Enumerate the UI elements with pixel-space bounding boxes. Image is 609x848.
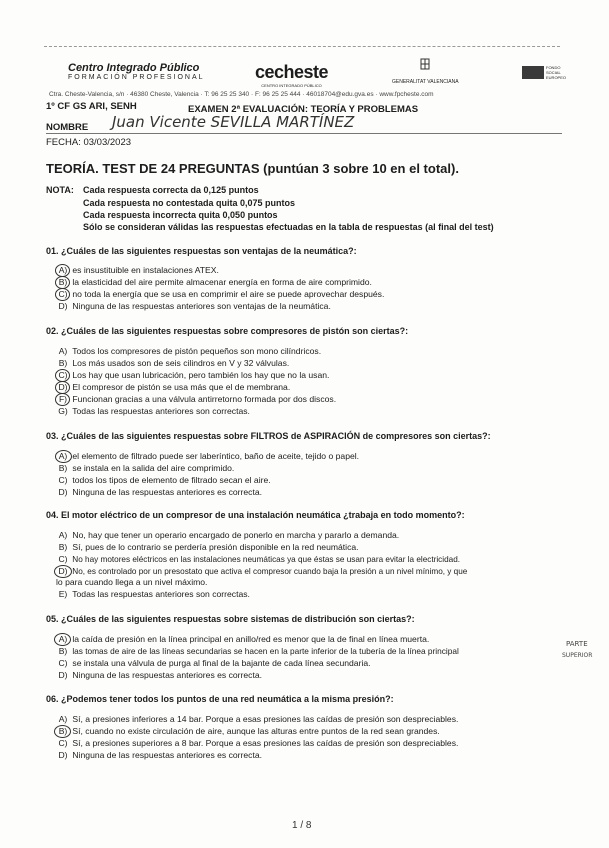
exam-label: EXAMEN 2ª EVALUACIÓN: TEORÍA Y PROBLEMAS: [188, 104, 419, 115]
student-name-handwritten: Juan Vicente SEVILLA MARTÍNEZ: [112, 113, 355, 131]
gva-emblem-icon: [415, 58, 435, 74]
fse-label: FONDO SOCIAL EUROPEO: [546, 65, 567, 80]
option-b[interactable]: B) la elasticidad del aire permite almacenar energía en forma de aire comprimido.: [58, 277, 372, 287]
option-c[interactable]: C) Sí, a presiones superiores a 8 bar. Porque a esas presiones las caídas de presión son despreciables.: [58, 738, 459, 748]
page-number: 1 / 8: [292, 820, 312, 831]
pen-circle-mark: [54, 725, 71, 738]
test-title: TEORÍA. TEST DE 24 PREGUNTAS (puntúan 3 sobre 10 en el total).: [46, 161, 459, 176]
option-c[interactable]: C) no toda la energía que se usa en comprimir el aire se puede aprovechar después.: [58, 289, 385, 299]
option-b[interactable]: B) se instala en la salida del aire comprimido.: [58, 463, 235, 473]
option-d[interactable]: D) Ninguna de las respuestas anteriores es correcta.: [58, 487, 263, 497]
question-text: 01. ¿Cuáles de las siguientes respuestas son ventajas de la neumática?:: [46, 246, 357, 256]
pen-circle-mark: [54, 633, 71, 646]
center-address: Ctra. Cheste-Valencia, s/n · 46380 Cheste, Valencia · T: 96 25 25 340 · F: 96 25 25 444 · 46018704@edu.gva.es · www.fpcheste.com: [49, 91, 434, 98]
margin-note-handwritten: PARTE: [566, 640, 588, 648]
option-c[interactable]: C) se instala una válvula de purga al final de la bajante de cada línea secundaria.: [58, 658, 371, 668]
question-text: 03. ¿Cuáles de las siguientes respuestas sobre FILTROS de ASPIRACIÓN de compresores son ciertas?:: [46, 431, 491, 441]
question-text: 05. ¿Cuáles de las siguientes respuestas sobre sistemas de distribución son ciertas?:: [46, 614, 415, 624]
option-c[interactable]: C) todos los tipos de elemento de filtrado secan el aire.: [58, 475, 271, 485]
option-a[interactable]: A) Sí, a presiones inferiores a 14 bar. Porque a esas presiones las caídas de presión son despreciables.: [58, 714, 459, 724]
pen-circle-mark: [54, 565, 72, 578]
pen-circle-mark: [55, 288, 70, 301]
option-d[interactable]: D) Ninguna de las respuestas anteriores son ventajas de la neumática.: [58, 301, 331, 311]
option-a[interactable]: A) el elemento de filtrado puede ser laberíntico, baño de aceite, tejido o papel.: [58, 451, 360, 461]
header-top-rule: [44, 46, 560, 47]
question-text: 06. ¿Podemos tener todos los puntos de una red neumática a la misma presión?:: [46, 694, 394, 704]
option-e[interactable]: E) Todas las respuestas anteriores son correctas.: [58, 589, 250, 599]
option-b[interactable]: B) Sí, cuando no existe circulación de aire, aunque las alturas entre puntos de la red sean grandes.: [58, 726, 440, 736]
option-d[interactable]: D) No, es controlado por un presostato que activa el compresor cuando baja la presión a un nivel mínimo, y que: [58, 566, 468, 576]
option-c[interactable]: C) No hay motores eléctricos en las instalaciones neumáticas ya que éstas se usan para evitar la electricidad.: [58, 554, 461, 564]
logo-cip: Centro Integrado Público FORMACIÓN PROFESIONAL: [68, 62, 205, 81]
option-d[interactable]: D) Ninguna de las respuestas anteriores es correcta.: [58, 750, 263, 760]
logo-cecheste: cecheste CENTRO INTEGRADO PÚBLICO: [255, 62, 329, 88]
option-b[interactable]: B) Los más usados son de seis cilindros en V y 32 válvulas.: [58, 358, 290, 368]
question-text: 02. ¿Cuáles de las siguientes respuestas sobre compresores de pistón son ciertas?:: [46, 326, 409, 336]
note-line: Cada respuesta no contestada quita 0,075 puntos: [83, 198, 296, 208]
option-b[interactable]: B) las tomas de aire de las líneas secundarias se hacen en la parte inferior de la tubería de la línea principal: [58, 646, 459, 656]
option-g[interactable]: G) Todas las respuestas anteriores son correctas.: [58, 406, 250, 416]
note-label: NOTA:: [46, 185, 74, 195]
note-line: Sólo se consideran válidas las respuestas efectuadas en la tabla de respuestas (al final del test): [83, 222, 494, 232]
margin-note-handwritten: SUPERIOR: [562, 652, 593, 659]
option-a[interactable]: A) la caída de presión en la línea principal en anillo/red es menor que la de final en línea muerta.: [58, 634, 430, 644]
name-rule: [46, 133, 562, 134]
logo-gva: GENERALITAT VALENCIANA: [392, 58, 459, 85]
note-line: Cada respuesta incorrecta quita 0,050 puntos: [83, 210, 278, 220]
pen-circle-mark: [55, 450, 72, 463]
option-c[interactable]: C) Los hay que usan lubricación, pero también los hay que no la usan.: [58, 370, 330, 380]
option-a[interactable]: A) Todos los compresores de pistón pequeños son mono cilíndricos.: [58, 346, 322, 356]
option-a[interactable]: A) es insustituible en instalaciones ATEX.: [58, 265, 219, 275]
course-label: 1º CF GS ARI, SENH: [46, 101, 137, 112]
option-a[interactable]: A) No, hay que tener un operario encargado de ponerlo en marcha y pararlo a demanda.: [58, 530, 400, 540]
fse-flag-icon: [522, 66, 544, 79]
option-d[interactable]: D) Ninguna de las respuestas anteriores es correcta.: [58, 670, 263, 680]
option-b[interactable]: B) Sí, pues de lo contrario se perdería presión disponible en la red neumática.: [58, 542, 359, 552]
option-d-continued: lo para cuando llega a un nivel máximo.: [56, 577, 208, 587]
name-label: NOMBRE: [46, 122, 89, 133]
pen-circle-mark: [55, 393, 70, 406]
option-f[interactable]: F) Funcionan gracias a una válvula antirretorno formada por dos discos.: [58, 394, 337, 404]
question-text: 04. El motor eléctrico de un compresor de una instalación neumática ¿trabaja en todo momento?:: [46, 510, 465, 520]
note-line: Cada respuesta correcta da 0,125 puntos: [83, 185, 259, 195]
exam-date: FECHA: 03/03/2023: [46, 137, 132, 148]
option-d[interactable]: D) El compresor de pistón se usa más que el de membrana.: [58, 382, 291, 392]
